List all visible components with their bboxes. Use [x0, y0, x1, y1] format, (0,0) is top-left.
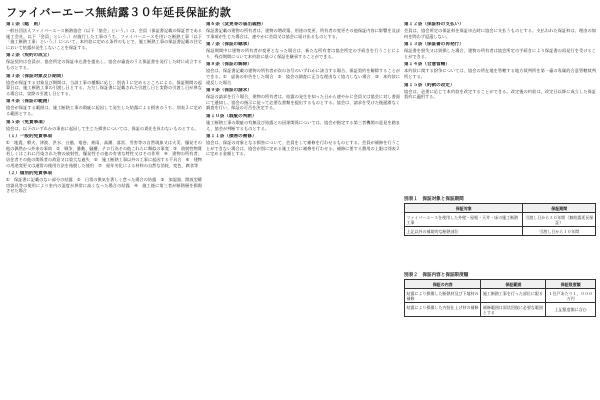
article-body: 保証契約は会員が、協会所定の保証申込書を提出し、協会が審査のうえ保証書を発行した時に成立するものとする。 [6, 59, 202, 70]
article-block [6, 99, 202, 116]
table1-cell: ファイバーエースを使用した外壁・屋根・天井・床の施工断熱工事 [405, 213, 523, 227]
article-block [6, 134, 202, 168]
article-block [206, 114, 400, 131]
article-heading: 第１１条（損害の補修） [206, 134, 257, 140]
article-body: 本約款に関する紛争については、協会の所在地を管轄する地方裁判所を第一審の専属的合意管轄裁判所とする。 [404, 68, 596, 79]
coverage-limit-table [404, 279, 596, 317]
article-body: 協会が保証する対象及び期間は、当該工事の種類に応じ、別表１に定めるところによる。保証期間の起算日は、施工断熱工事の引渡し日とする。ただし保証書に記載された引渡し日と実際の引渡し日が異なる場合は、実際の引渡し日とする。 [6, 79, 202, 96]
article-block [6, 22, 202, 50]
article-heading: 第５条（免責事項） [6, 119, 48, 125]
article-heading: 第１０条（瑕疵の判断） [206, 113, 257, 119]
article-heading: 第３条（保証対象及び期間） [6, 73, 66, 79]
table2-cell: 上記限度額に含む [546, 303, 596, 317]
table2-cell: １住戸あたり１，０００万円 [546, 289, 596, 303]
article-heading: （１）一般的免責事項 [6, 134, 52, 140]
article-body: ① 地震、噴火、津波、洪水、台風、竜巻、豪雨、高潮、落雷、雪害等の自然現象又は火災、爆発その他の偶然かつ外来の事故 ② 戦争、暴動、騒擾、テロ行為その他これらに類似の事変 ③ 放射性物質若しくはこれに汚染された物の放射性、爆発性その他の有害な特性又はその作用 ④ 建物の所有者、居住者その他の関係者の故意又は重大な過失 ⑤ 施工断熱工事以外の工事に起因する不具合 ⑥ 建物の用途変更又は通常の使用方法を逸脱した使用 ⑦ 経年劣化による材料の自然な消耗、変色、腐食等 [6, 140, 202, 168]
article-body: 協会は、保証書記載の建物の所有者が次の各号のいずれかに該当する場合、保証契約を解除することができる。① 虚偽の申告をした場合 ② 協会の調査に正当な理由なく協力しない場合 ③ 本約款に違反した場合 [206, 68, 400, 85]
text-column-2 [206, 22, 400, 398]
article-block [206, 22, 400, 39]
article-heading: 第８条（保証の解除） [206, 62, 252, 68]
table2-cell: 施工断熱工事を行った部位に限る [481, 289, 546, 303]
article-body: 一般社団法人ファイバーエース断熱協会（以下「協会」という。）は、会員（保証書記載の保証者である施工会社。以下「会員」という。）が施行した工事のうち、ファイバーエースを用いた断熱工事（以下「施工断熱工事」という。）について、本約款に定める条件のもとで、施工断熱工事の保証書記載の住宅において結露が発生しないことを保証する。 [6, 28, 202, 50]
article-heading: （２）個別的免責事項 [6, 171, 52, 177]
article-block [206, 134, 400, 157]
table2-cell: 結露により損傷した断熱材及び下地材の補修 [405, 289, 481, 303]
text-column-3 [404, 22, 596, 188]
table-row [405, 289, 596, 303]
table2-cell: 結露により損傷した内装仕上げ材の補修 [405, 303, 481, 317]
table2-label: 別表２ 保証内容と保証限度額 [404, 273, 469, 278]
article-block [404, 22, 596, 39]
article-body: 保証の請求を行う場合、建物の所有者は、結露の発生を知った日から速やかに会員又は協会に対し書面にて通知し、協会の指示に従って必要な書類を提出するものとする。協会は、請求を受けた後遅滞なく調査を行い、保証の可否を決定する。 [206, 94, 400, 111]
table1-header-target: 保証対象 [405, 204, 523, 213]
article-body: 協会は、必要に応じて本約款を改定することができる。改定後の約款は、改定日以降に成立した保証契約に適用する。 [404, 88, 596, 100]
article-heading: 第２条（契約の成立） [6, 53, 52, 59]
article-body: 協会は、以下のいずれかの事由に起因して生じた損害については、保証の責任を負わないものとする。 [6, 125, 199, 131]
article-body: 会員は、協会所定の保証料を保証申込時に協会に支払うものとする。支払われた保証料は、理由の如何を問わず返還しない。 [404, 28, 596, 39]
table1-cell: 上記以外の補助的な断熱部位 [405, 227, 523, 236]
article-body: 協会が保証する範囲は、施工断熱工事の瑕疵に起因して発生した結露による損害のうち、別表２に定める範囲とする。 [6, 105, 202, 116]
table1-label: 別表１ 保証対象と保証期間 [404, 197, 464, 202]
table2-header-content: 保証の内容 [405, 280, 481, 289]
table-row [405, 303, 596, 317]
article-heading: 第１条（総 則） [6, 22, 43, 27]
article-block [404, 42, 596, 59]
article-heading: 第９条（保証の請求） [206, 88, 252, 94]
article-block [206, 88, 400, 111]
table1-header-period: 保証期間 [523, 204, 596, 213]
article-block [404, 62, 596, 79]
article-body: 協会は、保証の対象となる損害について、会員をして補修を行わせるものとする。会員が補修を行うことができない場合は、協会が別に定める施工会社に補修を行わせる。補修に要する費用の上限は別表２に定める金額とする。 [206, 140, 400, 157]
coverage-period-table [404, 203, 596, 236]
article-heading: 第４条（保証の範囲） [6, 99, 52, 105]
article-body: ① 保証書に記載のない部分の結露 ② 日常の換気を著しく怠った場合の結露 ③ 加湿器、開放型暖房器具等の使用により室内の湿度が異常に高くなった場合の結露 ④ 施工後に第三者が断熱層を損傷させた場合 [6, 177, 202, 194]
table2-cell: 補修範囲は原状回復に必要な範囲とする [481, 303, 546, 317]
article-block [6, 171, 202, 194]
text-column-1 [6, 22, 202, 398]
table2-block [404, 272, 596, 317]
article-block [206, 62, 400, 85]
table1-cell: 引渡し日から３０年間（無結露延長保証） [523, 213, 596, 227]
article-heading: 第１２条（保証料の支払い） [404, 22, 464, 27]
table2-header-limit: 保証限度額 [546, 280, 596, 289]
table1-block [404, 196, 596, 236]
article-heading: 第１５条（約款の改定） [404, 82, 455, 88]
article-block [6, 74, 202, 97]
table-row [405, 227, 596, 236]
table2-header-scope: 保証範囲 [481, 280, 546, 289]
article-body: 保証期間中に建物の所有者が変更となった場合は、新たな所有者は協会所定の手続きを行うことにより、残存期間について本約款に基づく保証を継承することができる。 [206, 48, 400, 59]
article-heading: 第１４条（合意管轄） [404, 62, 450, 68]
article-block [206, 42, 400, 59]
article-block [6, 120, 202, 132]
article-body: 施工断熱工事の瑕疵の有無及び結露との因果関係については、協会が指定する第三者機関の意見を踏まえ、協会が判断するものとする。 [206, 119, 400, 131]
document-title: ファイバーエース無結露３０年延長保証約款 [6, 6, 232, 19]
table1-cell: 引渡し日から１０年間 [523, 227, 596, 236]
article-body: 保証書を紛失又は毀損した場合、建物の所有者は協会所定の手続きにより保証書の再発行を受けることができる。 [404, 48, 596, 59]
article-heading: 第６条（変更等の届出義務） [206, 22, 266, 27]
article-block [404, 83, 596, 100]
table-row [405, 213, 596, 227]
article-body: 保証書記載の建物の所有者は、建物の増改築、用途の変更、所有者の変更その他保証内容に影響を及ぼす事項が生じた場合は、速やかに会員又は協会に届け出るものとする。 [206, 28, 400, 39]
article-block [6, 53, 202, 70]
article-heading: 第７条（保証の継承） [206, 42, 252, 48]
article-heading: 第１３条（保証書の再発行） [404, 42, 464, 48]
